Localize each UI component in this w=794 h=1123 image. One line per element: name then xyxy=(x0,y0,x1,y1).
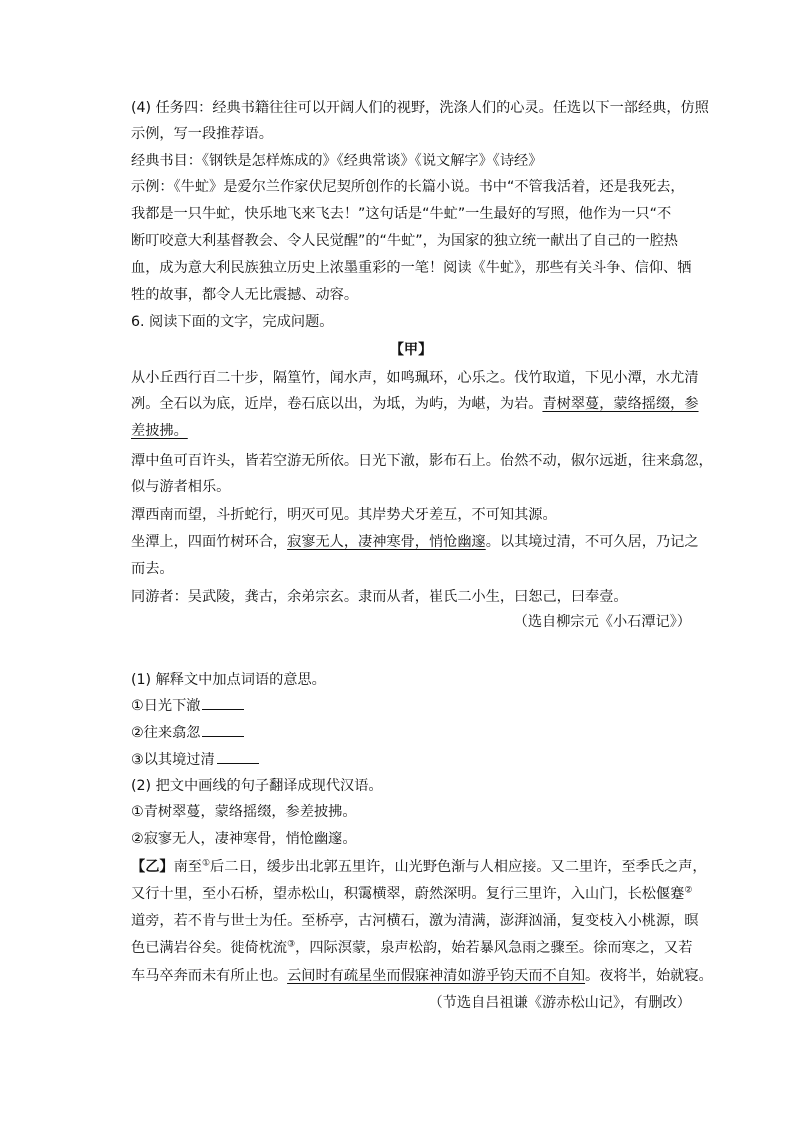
passage-text: 色已满岩谷矣。徙倚枕流 xyxy=(131,940,288,956)
passage-yi-source: （节选自吕祖谦《游赤松山记》，有删改） xyxy=(428,995,691,1011)
passage-jia-line-9: 同游者：吴武陵，龚古，余弟宗玄。隶而从者，崔氏二小生，曰恕己，曰奉壹。 xyxy=(131,589,628,605)
passage-jia-line-2 xyxy=(131,394,699,416)
answer-blank[interactable] xyxy=(202,695,244,710)
passage-jia-line-6: 潭西南而望，斗折蛇行，明灭可见。其岸势犬牙差互，不可知其源。 xyxy=(131,507,557,523)
example-line-4: 血，成为意大利民族独立历史上浓墨重彩的一笔！阅读《牛虻》，那些有关斗争、信仰、牺 xyxy=(131,260,692,276)
passage-text: ，四际溟蒙，泉声松韵，始若暴风急雨之骤至。徐而寒之，又若 xyxy=(295,940,693,956)
footnote-marker: ② xyxy=(684,885,693,896)
passage-jia-title: 【甲】 xyxy=(389,342,433,358)
subquestion-1-item-a xyxy=(131,695,691,717)
passage-yi-line-2 xyxy=(131,884,691,906)
passage-jia-line-1: 从小丘西行百二十步，隔篁竹，闻水声，如鸣珮环，心乐之。伐竹取道，下见小潭，水尤清 xyxy=(131,370,699,386)
passage-jia-source: （选自柳宗元《小石潭记》） xyxy=(513,614,691,630)
footnote-marker: ③ xyxy=(287,939,296,950)
underlined-sentence-1: 青树翠蔓，蒙络摇缀，参 xyxy=(542,396,699,412)
subquestion-1-item-b xyxy=(131,722,691,744)
question-6-heading: 6. 阅读下面的文字，完成问题。 xyxy=(131,314,334,330)
underlined-sentence-1-end: 差披拂。 xyxy=(131,423,188,439)
item-text: ③以其境过清 xyxy=(131,752,215,768)
example-line-1: 示例：《牛虻》是爱尔兰作家伏尼契所创作的长篇小说。书中“不管我活着，还是我死去， xyxy=(131,179,685,195)
passage-yi-line-1 xyxy=(131,857,707,879)
subquestion-2-heading: (2) 把文中画线的句子翻译成现代汉语。 xyxy=(131,778,383,794)
subquestion-2-item-b: ②寂寥无人，凄神寒骨，悄怆幽邃。 xyxy=(131,831,357,847)
passage-yi-line-3: 道旁，若不肯与世士为任。至桥亭，古河横石，激为清满，澎湃汹涌，复变枝入小桃源，暝 xyxy=(131,913,699,929)
passage-yi-line-4 xyxy=(131,938,691,960)
passage-jia-line-4: 潭中鱼可百许头，皆若空游无所依。日光下澈，影布石上。佁然不动，俶尔远逝，往来翕忽， xyxy=(131,453,713,469)
underlined-sentence-2: 寂寥无人，凄神寒骨，悄怆幽邃 xyxy=(287,534,486,550)
book-list: 经典书目：《钢铁是怎样炼成的》《经典常谈》《说文解字》《诗经》 xyxy=(131,153,543,169)
passage-jia-line-8: 而去。 xyxy=(131,561,174,577)
passage-text: 后二日，缓步出北郭五里许，山光野色渐与人相应接。又二里许，至季氏之声， xyxy=(210,859,707,875)
passage-text: 冽。全石以为底，近岸，卷石底以出，为坻，为屿，为嵁，为岩。 xyxy=(131,396,543,412)
passage-text: 坐潭上，四面竹树环合， xyxy=(131,534,288,550)
example-line-5: 牲的故事，都令人无比震撼、动容。 xyxy=(131,287,359,303)
subquestion-2-item-a: ①青树翠蔓，蒙络摇缀，参差披拂。 xyxy=(131,804,357,820)
answer-blank[interactable] xyxy=(202,722,244,737)
footnote-marker: ① xyxy=(201,858,211,869)
passage-text: 又行十里，至小石桥，望赤松山，积霭横翠，蔚然深明。复行三里许，入山门，长松偃蹇 xyxy=(131,886,685,902)
passage-jia-line-5: 似与游者相乐。 xyxy=(131,479,231,495)
passage-yi-mark: 【乙】 xyxy=(131,859,174,875)
subquestion-1-heading: (1) 解释文中加点词语的意思。 xyxy=(131,672,326,688)
item-text: ①日光下澈 xyxy=(131,698,201,714)
passage-text: 。以其境过清，不可久居，乃记之 xyxy=(485,534,699,550)
passage-text: 南至 xyxy=(173,859,202,875)
passage-text: 。夜将半，始就寝。 xyxy=(585,968,713,984)
passage-jia-line-3 xyxy=(131,421,691,443)
underlined-sentence-3: 云间时有疏星坐而假寐神清如游乎钧天而不自知 xyxy=(287,968,586,984)
subquestion-1-item-c xyxy=(131,749,691,771)
example-line-3: 断叮咬意大利基督教会、令人民觉醒”的“牛虻”，为国家的独立统一献出了自己的一腔热 xyxy=(131,233,678,249)
example-line-2: 我都是一只牛虻，快乐地飞来飞去！”这句话是“牛虻”一生最好的写照，他作为一只“不 xyxy=(131,206,672,222)
answer-blank[interactable] xyxy=(217,749,259,764)
task4-line-2: 示例，写一段推荐语。 xyxy=(131,126,273,142)
item-text: ②往来翕忽 xyxy=(131,725,201,741)
passage-yi-line-5 xyxy=(131,966,713,988)
passage-jia-line-7 xyxy=(131,532,699,554)
task4-line-1: (4) 任务四：经典书籍往往可以开阔人们的视野，洗涤人们的心灵。任选以下一部经典，仿照 xyxy=(131,100,709,116)
passage-text: 车马卒奔而未有所止也。 xyxy=(131,968,288,984)
